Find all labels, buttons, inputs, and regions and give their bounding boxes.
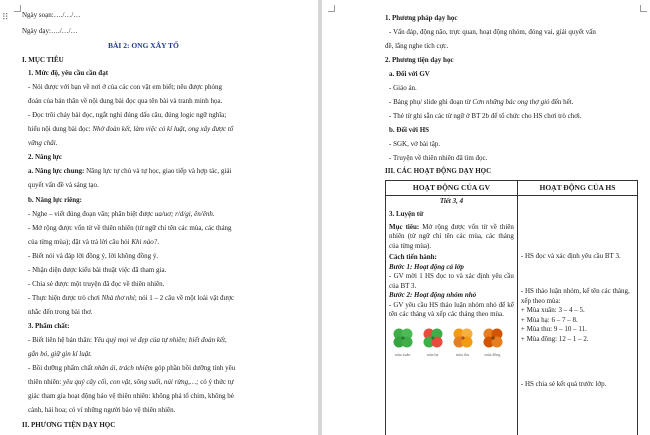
margin-corner-icon [14,5,21,12]
text-span: . [157,238,159,246]
heading-for-student: b. Đối với HS [389,126,430,134]
text-span: của từng mùa); đặt và trả lời câu hỏi [28,238,132,246]
text-line: quyết vấn đề và sáng tạo. [28,181,99,189]
text-line: đề, lắng nghe tích cực. [385,42,449,50]
season-caption: mùa đông [484,351,501,357]
text-span: Năng lực tự chủ và tự học, giao tiếp và hợp tác, giải [86,167,232,175]
heading-requirements: 1. Mức độ, yêu cầu cần đạt [28,69,109,77]
season-flower-winter [479,326,506,360]
text-span-italic: yêu quý cây cối, con vật, sông suối, núi rừng,…; [63,378,199,386]
text-span-italic: ua/uơ; r/d/gi, ên/ênh. [154,210,215,218]
student-step-3: - HS chia sẻ kết quả trước lớp. [520,380,607,388]
text-span-italic: Yêu quý mọi vẻ đẹp của tự nhiên; biết đoàn kết, [93,336,227,344]
text-line [28,364,235,373]
season-flower-spring [389,326,416,360]
text-line: - Chia sẻ được một truyện đã đọc về thiên nhiên. [28,280,165,288]
text-line: - Mở rộng được vốn từ về thiên nhiên (từ ngữ chỉ tên các mùa, các tháng [28,224,232,232]
text-line: - Nói được với bạn về nơi ở của các con vật em biết; nêu được phỏng [28,83,223,91]
text-span: hiểu nội dung bài đọc: [28,125,93,133]
text-span: - Bảng phụ/ slide ghi đoạn từ [389,98,473,106]
teacher-activities-cell [386,195,518,435]
student-step-2: - HS thảo luận nhóm, kể tên các tháng, xếp theo mùa: [520,287,630,305]
text-span-italic: Nhà thơ nhí [101,294,135,302]
season-caption: mùa thu [456,351,469,357]
text-line [28,336,227,345]
text-line: - Vấn đáp, động não, trực quan, hoạt động nhóm, đóng vai, giải quyết vấn [389,28,596,36]
season-winter-months: + Mùa đông: 12 – 1 – 2. [520,334,589,343]
text-line: - Thẻ từ ghi sẵn các từ ngữ ở BT 2b để tổ chức cho HS chơi trò chơi. [389,112,582,120]
section-activities: III. CÁC HOẠT ĐỘNG DẠY HỌC [385,167,492,175]
heading-methods: 1. Phương pháp dạy học [385,14,458,22]
text-span-italic: Cơn những bác ong thợ giỏ [472,98,550,106]
text-span: đến hết. [549,98,574,106]
student-step-1: - HS đọc và xác định yêu cầu BT 3. [520,251,621,260]
text-line [28,125,233,134]
clover-icon [421,326,445,350]
objective-body: Mở rộng được vốn từ về thiên nhiên (từ ngữ chỉ tên các mùa, các tháng của từng mùa). [389,222,514,250]
date-prep: Ngày soạn:…./…/… [22,11,81,19]
column-header-student: HOẠT ĐỘNG CỦA HS [517,181,637,196]
page-left [0,0,318,435]
text-line: - Truyện về thiên nhiên đã tìm đọc. [389,154,488,162]
activity-heading: 3. Luyện từ [389,210,424,218]
season-autumn-months: + Mùa thu: 9 – 10 – 11. [520,325,587,333]
text-span: góp phần bồi dưỡng tình yêu [152,364,236,372]
text-span: ; nói 1 – 2 câu về một loài vật được [134,294,235,302]
text-line [28,378,234,387]
season-caption: mùa xuân [394,351,411,357]
text-span-italic: Khi nào? [131,238,158,246]
text-span-italic: Nhờ đoàn kết, làm việc có kỉ luật, ong xây được tổ [92,125,234,133]
text-line: đoán của bản thân về nội dung bài đọc qua tên bài và tranh minh họa. [28,97,223,105]
clover-icon [481,326,505,350]
text-line: cành, hái hoa; có ví những người bảo vệ thiên nhiên. [28,406,176,414]
text-line [28,238,159,247]
text-line: giác tham gia hoạt động bảo vệ thiên nhiên: không phá tổ chim, không bẻ [28,392,234,400]
text-span: có ý thức tự [198,378,234,386]
text-line: - Nhận diện được kiểu bài thuật việc đã tham gia. [28,266,167,274]
heading-means: 2. Phương tiện dạy học [385,56,454,64]
activities-table [385,180,638,435]
text-line [28,167,231,176]
lesson-title: BÀI 2: ONG XÂY TỔ [108,41,179,50]
column-header-teacher: HOẠT ĐỘNG CỦA GV [386,181,518,196]
student-activities-cell [517,195,637,435]
text-span-bold: a. Năng lực chung: [28,167,87,175]
heading-specific: b. Năng lực riêng: [28,196,82,204]
step-1-heading: Bước 1: Hoạt động cả lớp [389,262,464,271]
objective-text [389,223,514,252]
text-line: - Đọc trôi chảy bài đọc, ngắt nghỉ đúng dấu câu, đúng logic ngữ nghĩa; [28,111,227,119]
date-teach: Ngày dạy:…./…/… [22,27,78,35]
heading-qualities: 3. Phẩm chất: [28,322,70,330]
text-line [28,210,215,219]
text-span: thiên nhiên: [28,378,63,386]
heading-for-teacher: a. Đối với GV [389,70,430,78]
text-span: - Bồi dưỡng phẩm chất [28,364,95,372]
season-flower-summer [419,326,446,360]
step-1-text: - GV mời 1 HS đọc to và xác định yêu cầu của BT 3. [389,272,514,290]
margin-corner-icon [640,5,647,12]
clover-icon [391,326,415,350]
text-span: - Nghe – viết đúng đoạn văn; phân biệt được [28,210,155,218]
text-line: vững chãi. [28,139,58,147]
step-2-heading: Bước 2: Hoạt động nhóm nhỏ [389,291,477,299]
text-line: - Biết nói và đáp lời đồng ý, lời không đồng ý. [28,252,159,260]
page-right [322,0,650,435]
text-span: - Thực hiện được trò chơi [28,294,102,302]
step-2-text: - GV yêu cầu HS thảo luận nhóm nhỏ để kể tên các tháng và xếp các tháng theo mùa. [389,300,514,318]
drag-handle-icon[interactable]: ⠿ [2,13,9,23]
season-summer-months: + Mùa hạ: 6 – 7 – 8. [520,315,578,324]
text-span-italic: nhân ái, trách nhiệm [94,364,153,372]
text-line: gắn bó, giữ gìn kỉ luật. [28,350,92,358]
procedure-heading: Cách tiến hành: [389,253,437,261]
text-line [28,294,234,303]
section-objectives: I. MỤC TIÊU [22,56,64,64]
text-line [389,98,573,107]
season-spring-months: + Mùa xuân: 3 – 4 – 5. [520,306,585,314]
period-label: Tiết 3, 4 [439,196,464,205]
text-span: - Biết liên hệ bản thân: [28,336,94,344]
season-caption: mùa hạ [426,351,439,357]
season-images [389,326,514,360]
text-line: nhắc đến trong bài thơ. [28,308,93,316]
text-line: - Giáo án. [389,84,417,92]
margin-corner-icon [328,5,335,12]
text-line: - SGK, vở bài tập. [389,140,441,148]
season-flower-autumn [449,326,476,360]
objective-label: Mục tiêu: [389,222,420,231]
section-teaching-means: II. PHƯƠNG TIỆN DẠY HỌC [22,421,116,429]
clover-icon [451,326,475,350]
heading-competence: 2. Năng lực [28,153,62,161]
